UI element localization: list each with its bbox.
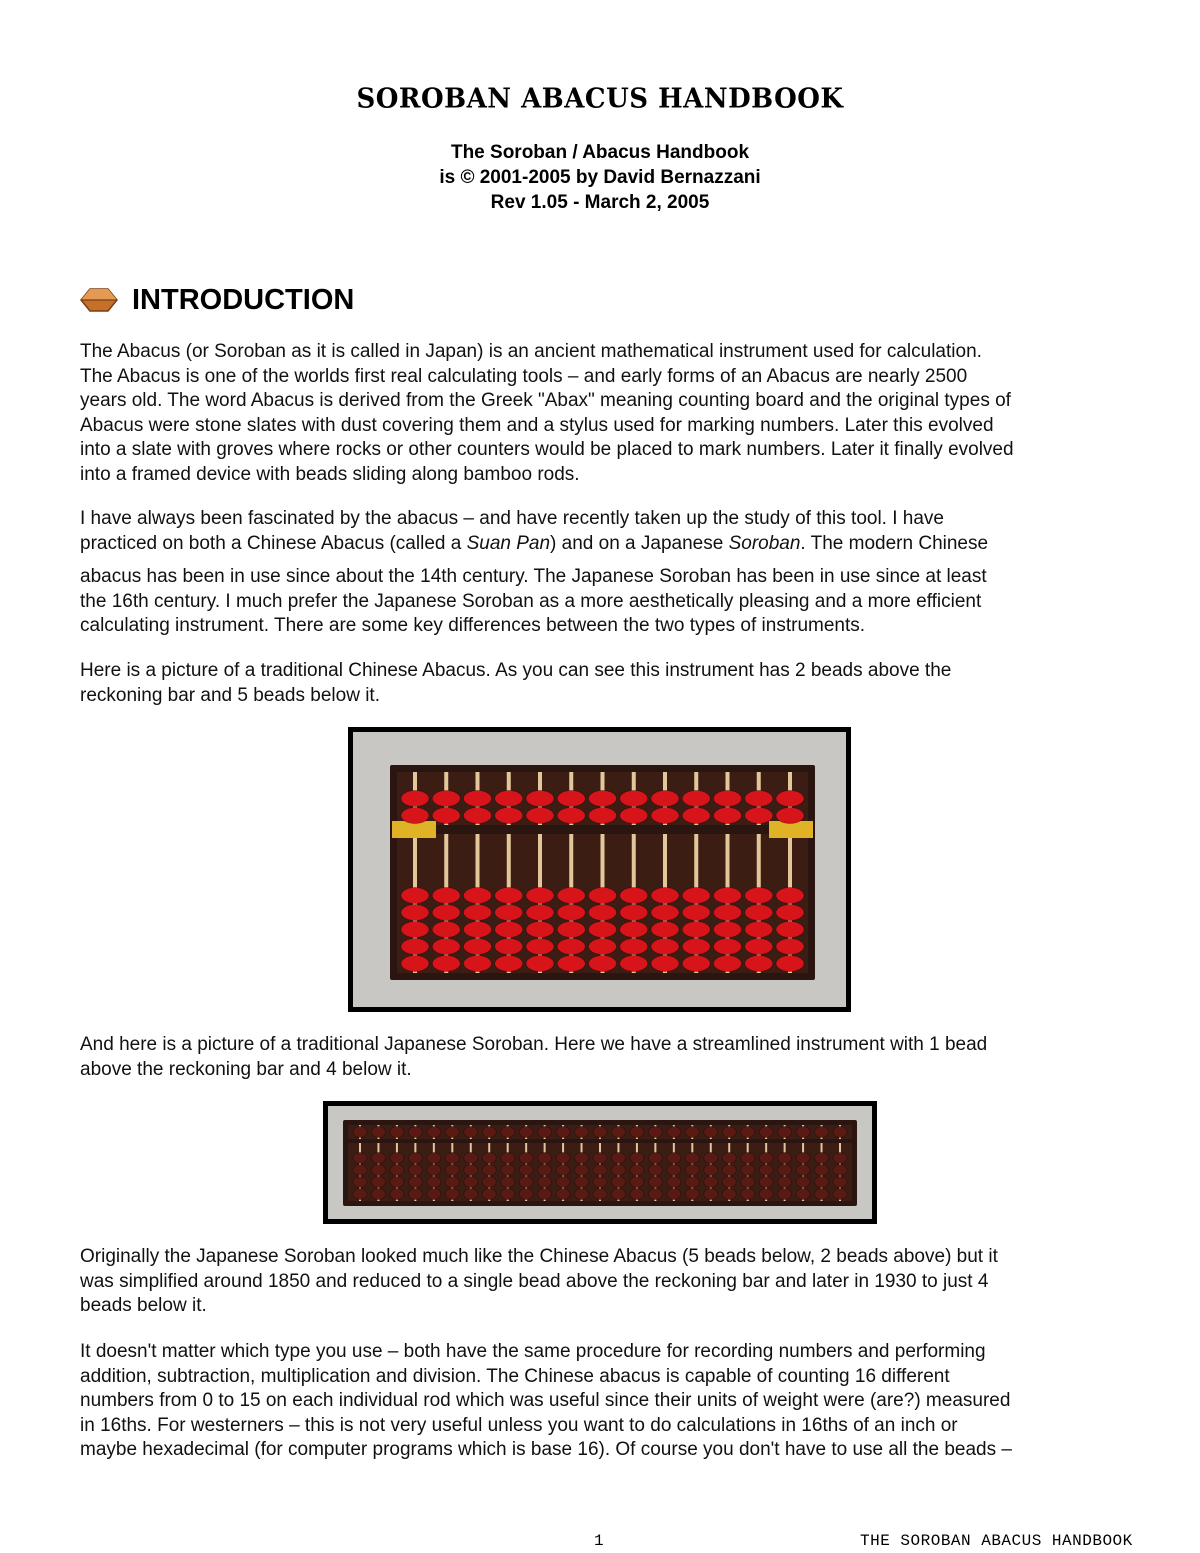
text-line: numbers from 0 to 15 on each individual rod which was useful since their units of weight were (are?) measured [80,1390,1011,1411]
abacus-bead-lower [390,1165,404,1176]
revision-line: Rev 1.05 - March 2, 2005 [490,192,710,213]
abacus-bead-lower [432,905,460,921]
abacus-bead-lower [353,1189,367,1200]
abacus-bead-lower [611,1153,625,1164]
abacus-bead-lower [589,922,617,938]
abacus-bead-lower [526,939,554,955]
paragraph-japanese-intro [80,1033,1140,1082]
abacus-bead-upper [401,791,429,807]
abacus-bead-upper [667,1127,681,1138]
abacus-bead-lower [714,888,742,904]
abacus-bead-lower [815,1189,829,1200]
abacus-bead-lower [759,1165,773,1176]
text-line: the 16th century. I much prefer the Japanese Soroban as a more aesthetically pleasing and a more efficient [80,590,982,612]
abacus-bead-lower [722,1189,736,1200]
abacus-bead-lower [401,905,429,921]
abacus-bead-upper [776,808,804,824]
abacus-bead-lower [714,922,742,938]
abacus-bead-lower [796,1177,810,1188]
abacus-bead-lower [427,1153,441,1164]
abacus-bead-lower [427,1189,441,1200]
abacus-bead-lower [408,1165,422,1176]
abacus-bead-lower [685,1177,699,1188]
abacus-bead-upper [685,1127,699,1138]
paragraph-fascination [80,507,1140,556]
abacus-bead-lower [815,1153,829,1164]
text-fragment: ) and on a Japanese [550,532,729,554]
text-line: above the reckoning bar and 4 below it. [80,1058,412,1080]
abacus-bead-upper [745,791,773,807]
abacus-bead-lower [353,1153,367,1164]
abacus-bead-lower [445,1189,459,1200]
abacus-bead-lower [390,1177,404,1188]
abacus-bead-lower [538,1189,552,1200]
abacus-bead-upper [833,1127,847,1138]
paragraph-comparison [80,1340,1140,1463]
abacus-bead-upper [759,1127,773,1138]
document-title: SOROBAN ABACUS HANDBOOK [356,83,844,115]
abacus-bead-lower [464,888,492,904]
abacus-bead-upper [593,1127,607,1138]
abacus-bead-lower [353,1177,367,1188]
abacus-bead-lower [495,922,523,938]
text-fragment: . The modern Chinese [800,532,989,554]
abacus-bead-lower [630,1189,644,1200]
abacus-bead-lower [526,922,554,938]
abacus-bead-upper [526,791,554,807]
abacus-bead-lower [371,1189,385,1200]
abacus-bead-lower [371,1177,385,1188]
abacus-bead-lower [464,939,492,955]
text-line: into a framed device with beads sliding along bamboo rods. [80,463,580,485]
chinese-abacus-image [353,732,846,1007]
abacus-bead-lower [741,1165,755,1176]
abacus-bead-lower [704,1165,718,1176]
abacus-bead-lower [745,905,773,921]
abacus-bead-lower [667,1165,681,1176]
abacus-bead-upper [390,1127,404,1138]
text-line: in 16ths. For westerners – this is not very useful unless you want to do calculations in 16ths of an inch or [80,1414,958,1436]
paragraph-history [80,1245,1140,1319]
abacus-bead-lower [556,1165,570,1176]
abacus-bead-lower [589,956,617,972]
abacus-bead-upper [432,791,460,807]
abacus-bead-upper [526,808,554,824]
abacus-bead-lower [464,1177,478,1188]
abacus-bead-lower [408,1153,422,1164]
text-line: Abacus were stone slates with dust covering them and a stylus used for marking numbers. Later this evolved [80,414,994,436]
abacus-bead-lower [741,1177,755,1188]
abacus-bead-lower [575,1177,589,1188]
reckoning-bar [348,1139,852,1143]
abacus-bead-lower [464,1153,478,1164]
abacus-bead-lower [833,1189,847,1200]
abacus-bead-upper [519,1127,533,1138]
abacus-bead-lower [501,1177,515,1188]
abacus-bead-lower [620,888,648,904]
abacus-bead-lower [648,1177,662,1188]
abacus-bead-lower [445,1177,459,1188]
abacus-bead-lower [667,1189,681,1200]
abacus-bead-lower [833,1165,847,1176]
abacus-bead-lower [526,888,554,904]
paragraph-fascination-cont [80,565,1140,639]
abacus-bead-lower [815,1177,829,1188]
text-line: It doesn't matter which type you use – both have the same procedure for recording numbers and performing [80,1341,986,1362]
abacus-bead-upper [501,1127,515,1138]
abacus-bead-lower [776,922,804,938]
text-line: maybe hexadecimal (for computer programs which is base 16). Of course you don't have to use all the beads – [80,1439,1012,1460]
abacus-bead-lower [796,1165,810,1176]
abacus-bead-lower [593,1165,607,1176]
abacus-bead-lower [833,1177,847,1188]
abacus-bead-upper [778,1127,792,1138]
emphasis-suan-pan: Suan Pan [466,532,551,554]
abacus-bead-lower [482,1177,496,1188]
abacus-bead-lower [759,1153,773,1164]
abacus-bead-lower [556,1189,570,1200]
abacus-bead-lower [557,905,585,921]
abacus-bead-lower [464,956,492,972]
text-line: into a slate with groves where rocks or other counters would be placed to mark numbers. Later it finally evolved [80,439,1014,460]
abacus-bead-lower [464,905,492,921]
abacus-bead-upper [464,808,492,824]
text-line: I have always been fascinated by the abacus – and have recently taken up the study of this tool. I have [80,508,944,529]
abacus-bead-lower [353,1165,367,1176]
abacus-bead-lower [620,956,648,972]
abacus-bead-lower [682,939,710,955]
abacus-bead-lower [445,1165,459,1176]
abacus-bead-lower [408,1189,422,1200]
abacus-bead-lower [776,956,804,972]
abacus-bead-upper [482,1127,496,1138]
abacus-bead-lower [651,888,679,904]
abacus-bead-lower [704,1189,718,1200]
abacus-bead-lower [714,956,742,972]
abacus-bead-lower [593,1177,607,1188]
abacus-bead-lower [685,1153,699,1164]
abacus-bead-lower [589,888,617,904]
abacus-bead-upper [796,1127,810,1138]
abacus-bead-upper [776,791,804,807]
abacus-bead-lower [620,905,648,921]
abacus-bead-lower [722,1177,736,1188]
abacus-bead-lower [651,956,679,972]
abacus-bead-upper [651,791,679,807]
page-number: 1 [594,1532,604,1550]
abacus-bead-lower [630,1165,644,1176]
abacus-bead-lower [611,1165,625,1176]
abacus-bead-upper [745,808,773,824]
abacus-bead-lower [685,1189,699,1200]
abacus-bead-upper [464,1127,478,1138]
abacus-bead-lower [557,888,585,904]
abacus-bead-lower [745,922,773,938]
abacus-bead-lower [495,956,523,972]
abacus-bead-icon [80,287,118,313]
abacus-bead-lower [682,905,710,921]
abacus-bead-lower [745,939,773,955]
abacus-bead-upper [648,1127,662,1138]
abacus-bead-lower [620,939,648,955]
abacus-bead-lower [714,939,742,955]
abacus-bead-lower [432,888,460,904]
abacus-bead-lower [501,1153,515,1164]
text-line: Originally the Japanese Soroban looked much like the Chinese Abacus (5 beads below, 2 beads above) but it [80,1246,998,1267]
abacus-bead-upper [704,1127,718,1138]
abacus-bead-lower [371,1165,385,1176]
abacus-bead-upper [432,808,460,824]
abacus-bead-lower [538,1177,552,1188]
abacus-bead-upper [620,791,648,807]
copyright-line: is © 2001-2005 by David Bernazzani [439,167,761,188]
abacus-bead-lower [427,1165,441,1176]
abacus-bead-upper [538,1127,552,1138]
abacus-bead-lower [741,1153,755,1164]
text-line: years old. The word Abacus is derived from the Greek "Abax" meaning counting board and the original types of [80,390,1011,411]
paragraph-intro [80,340,1140,487]
abacus-bead-upper [495,808,523,824]
abacus-bead-lower [776,888,804,904]
abacus-bead-lower [390,1189,404,1200]
abacus-bead-lower [557,922,585,938]
abacus-bead-lower [682,888,710,904]
abacus-bead-upper [371,1127,385,1138]
abacus-bead-upper [557,791,585,807]
abacus-bead-lower [575,1165,589,1176]
abacus-bead-lower [427,1177,441,1188]
abacus-bead-lower [815,1165,829,1176]
abacus-bead-lower [575,1153,589,1164]
abacus-bead-lower [778,1189,792,1200]
abacus-bead-lower [648,1189,662,1200]
abacus-bead-lower [556,1153,570,1164]
abacus-bead-upper [651,808,679,824]
abacus-bead-upper [630,1127,644,1138]
abacus-bead-upper [815,1127,829,1138]
abacus-bead-lower [630,1177,644,1188]
abacus-bead-lower [495,939,523,955]
japanese-soroban-figure [323,1101,877,1224]
japanese-soroban-image [328,1106,872,1219]
abacus-bead-lower [401,939,429,955]
abacus-bead-lower [557,939,585,955]
abacus-bead-lower [682,922,710,938]
abacus-bead-lower [651,939,679,955]
abacus-bead-lower [589,905,617,921]
abacus-bead-lower [682,956,710,972]
abacus-bead-lower [538,1165,552,1176]
subtitle-line: The Soroban / Abacus Handbook [450,142,750,163]
text-line: Here is a picture of a traditional Chinese Abacus. As you can see this instrument has 2 beads above the [80,660,952,681]
abacus-bead-upper [714,808,742,824]
abacus-bead-lower [538,1153,552,1164]
abacus-bead-lower [778,1153,792,1164]
abacus-bead-lower [371,1153,385,1164]
abacus-bead-lower [519,1165,533,1176]
abacus-bead-lower [589,939,617,955]
text-fragment: practiced on both a Chinese Abacus (called a [80,532,467,554]
abacus-bead-lower [796,1153,810,1164]
abacus-bead-lower [745,888,773,904]
abacus-bead-upper [620,808,648,824]
abacus-bead-lower [745,956,773,972]
abacus-bead-lower [519,1153,533,1164]
abacus-bead-lower [630,1153,644,1164]
abacus-bead-upper [741,1127,755,1138]
abacus-bead-lower [593,1153,607,1164]
text-line: abacus has been in use since about the 14th century. The Japanese Soroban has been in use since at least [80,566,987,587]
text-line: The Abacus (or Soroban as it is called in Japan) is an ancient mathematical instrument used for calculation. [80,341,982,362]
abacus-bead-upper [682,791,710,807]
abacus-bead-upper [353,1127,367,1138]
paragraph-chinese-intro [80,659,1140,708]
abacus-bead-lower [501,1189,515,1200]
abacus-bead-lower [759,1177,773,1188]
abacus-bead-upper [445,1127,459,1138]
abacus-bead-upper [556,1127,570,1138]
abacus-bead-lower [556,1177,570,1188]
text-line: The Abacus is one of the worlds first real calculating tools – and early forms of an Abacus are nearly 2500 [80,365,968,387]
abacus-bead-upper [722,1127,736,1138]
abacus-bead-lower [776,939,804,955]
abacus-bead-upper [589,791,617,807]
chinese-abacus-figure [348,727,851,1012]
section-heading [80,282,354,318]
text-line: was simplified around 1850 and reduced to a single bead above the reckoning bar and later in 1930 to just 4 [80,1270,989,1292]
abacus-bead-lower [401,956,429,972]
abacus-bead-upper [495,791,523,807]
abacus-bead-lower [722,1153,736,1164]
abacus-bead-lower [495,905,523,921]
abacus-bead-lower [482,1153,496,1164]
abacus-bead-lower [778,1177,792,1188]
abacus-bead-lower [776,905,804,921]
emphasis-soroban: Soroban [728,532,801,554]
abacus-bead-lower [611,1177,625,1188]
abacus-bead-lower [495,888,523,904]
abacus-bead-lower [651,922,679,938]
abacus-bead-lower [519,1189,533,1200]
text-line: calculating instrument. There are some key differences between the two types of instruments. [80,615,866,636]
abacus-bead-lower [526,905,554,921]
abacus-bead-lower [651,905,679,921]
abacus-bead-lower [401,888,429,904]
abacus-bead-lower [408,1177,422,1188]
abacus-bead-lower [611,1189,625,1200]
abacus-bead-lower [704,1153,718,1164]
abacus-bead-upper [401,808,429,824]
text-line: reckoning bar and 5 beads below it. [80,684,380,706]
abacus-bead-upper [408,1127,422,1138]
abacus-bead-lower [667,1177,681,1188]
abacus-bead-upper [589,808,617,824]
abacus-bead-lower [648,1153,662,1164]
abacus-bead-lower [796,1189,810,1200]
abacus-bead-lower [741,1189,755,1200]
abacus-bead-lower [432,939,460,955]
abacus-bead-lower [401,922,429,938]
abacus-bead-lower [704,1177,718,1188]
abacus-bead-lower [464,922,492,938]
abacus-bead-lower [464,1189,478,1200]
section-heading-text: INTRODUCTION [132,283,355,316]
text-line-with-emphasis [80,532,1140,557]
abacus-bead-lower [833,1153,847,1164]
abacus-bead-upper [611,1127,625,1138]
abacus-bead-lower [526,956,554,972]
abacus-bead-lower [667,1153,681,1164]
text-line: beads below it. [80,1295,207,1316]
text-line: addition, subtraction, multiplication and division. The Chinese abacus is capable of counting 16 different [80,1365,950,1387]
abacus-bead-lower [519,1177,533,1188]
reckoning-bar [397,825,808,834]
abacus-bead-lower [482,1165,496,1176]
abacus-bead-lower [714,905,742,921]
abacus-bead-lower [432,956,460,972]
abacus-bead-upper [464,791,492,807]
abacus-bead-lower [722,1165,736,1176]
abacus-bead-lower [593,1189,607,1200]
running-footer-title: THE SOROBAN ABACUS HANDBOOK [860,1532,1133,1550]
abacus-bead-lower [482,1189,496,1200]
abacus-bead-lower [759,1189,773,1200]
text-line: And here is a picture of a traditional Japanese Soroban. Here we have a streamlined instrument with 1 bead [80,1034,988,1055]
abacus-bead-lower [390,1153,404,1164]
abacus-bead-lower [445,1153,459,1164]
abacus-bead-lower [575,1189,589,1200]
abacus-bead-lower [432,922,460,938]
abacus-bead-upper [427,1127,441,1138]
abacus-bead-upper [557,808,585,824]
abacus-bead-lower [557,956,585,972]
abacus-bead-upper [682,808,710,824]
abacus-bead-upper [575,1127,589,1138]
japanese-soroban-photo [328,1106,872,1219]
abacus-bead-lower [464,1165,478,1176]
abacus-bead-lower [501,1165,515,1176]
abacus-bead-lower [648,1165,662,1176]
abacus-bead-lower [778,1165,792,1176]
chinese-abacus-photo [353,732,846,1007]
abacus-bead-lower [685,1165,699,1176]
abacus-bead-upper [714,791,742,807]
abacus-bead-lower [620,922,648,938]
